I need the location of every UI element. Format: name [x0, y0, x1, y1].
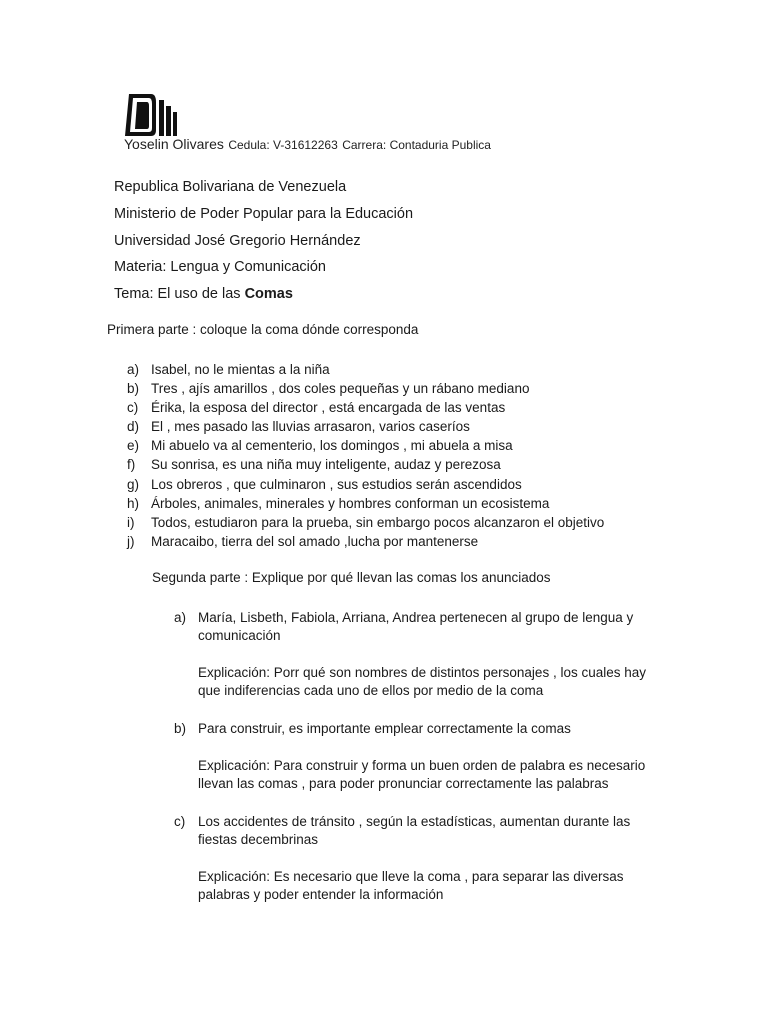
item-marker: f) [127, 457, 136, 473]
item-marker: g) [127, 476, 140, 492]
list-item [127, 398, 604, 417]
topic-prefix: Tema: El uso de las [114, 286, 245, 303]
item-text: Los obreros , que culminaron , sus estudios serán ascendidos [151, 476, 522, 492]
item-marker: b) [127, 381, 140, 397]
student-carrera: Carrera: Contaduria Publica [342, 138, 491, 152]
item-marker: h) [127, 495, 140, 511]
explanation-a: Explicación: Porr qué son nombres de distintos personajes , los cuales hay que indiferencias cada uno de ellos por medio de la coma [198, 665, 646, 698]
question-marker: a) [174, 610, 187, 625]
header-subject: Materia: Lengua y Comunicación [114, 259, 326, 276]
question-marker: b) [174, 721, 187, 736]
question-text: Para construir, es importante emplear correctamente la comas [198, 721, 571, 736]
list-item [127, 360, 604, 379]
item-marker: i) [127, 514, 135, 530]
student-info-line [124, 136, 491, 154]
item-text: Érika, la esposa del director , está encargada de las ventas [151, 400, 506, 416]
item-marker: d) [127, 419, 140, 435]
header-ministry: Ministerio de Poder Popular para la Educación [114, 205, 414, 222]
list-item [127, 475, 604, 494]
header-country: Republica Bolivariana de Venezuela [114, 179, 347, 195]
question-marker: c) [174, 814, 186, 829]
question-text: Los accidentes de tránsito , según la estadísticas, aumentan durante las fiestas decembrinas [198, 814, 631, 847]
topic-bold: Comas [244, 286, 293, 303]
part1-list [127, 360, 604, 551]
item-text: Árboles, animales, minerales y hombres conforman un ecosistema [151, 495, 550, 511]
item-text: Maracaibo, tierra del sol amado ,lucha por mantenerse [151, 533, 479, 549]
question-text: María, Lisbeth, Fabiola, Arriana, Andrea pertenecen al grupo de lengua y comunicación [198, 610, 634, 643]
list-item [127, 417, 604, 436]
student-name: Yoselin Olivares [124, 136, 224, 152]
university-logo [123, 92, 179, 138]
list-item [127, 494, 604, 513]
item-text: Mi abuelo va al cementerio, los domingos , mi abuela a misa [151, 438, 513, 454]
student-cedula: Cedula: V-31612263 [228, 138, 338, 152]
part1-title: Primera parte : coloque la coma dónde corresponda [107, 322, 419, 337]
list-item [127, 436, 604, 455]
header-university: Universidad José Gregorio Hernández [114, 232, 361, 249]
institution-header [114, 177, 413, 311]
item-text: Todos, estudiaron para la prueba, sin embargo pocos alcanzaron el objetivo [151, 514, 605, 530]
item-marker: j) [127, 533, 135, 549]
item-marker: a) [127, 362, 140, 377]
item-marker: c) [127, 400, 139, 416]
list-item [127, 532, 604, 551]
explanation-c: Explicación: Es necesario que lleve la coma , para separar las diversas palabras y poder entender la información [198, 869, 624, 902]
item-text: Su sonrisa, es una niña muy inteligente, audaz y perezosa [151, 457, 501, 473]
item-text: Tres , ajís amarillos , dos coles pequeñas y un rábano mediano [151, 381, 530, 397]
list-item [127, 379, 604, 398]
list-item [127, 455, 604, 474]
item-text: El , mes pasado las lluvias arrasaron, varios caseríos [151, 419, 470, 435]
list-item [127, 513, 604, 532]
header-topic [114, 284, 413, 311]
item-text: Isabel, no le mientas a la niña [151, 362, 330, 377]
part2-title: Segunda parte : Explique por qué llevan las comas los anunciados [152, 570, 551, 585]
explanation-b: Explicación: Para construir y forma un buen orden de palabra es necesario llevan las comas , para poder pronunciar correctamente las palabras [198, 758, 646, 791]
item-marker: e) [127, 438, 140, 454]
